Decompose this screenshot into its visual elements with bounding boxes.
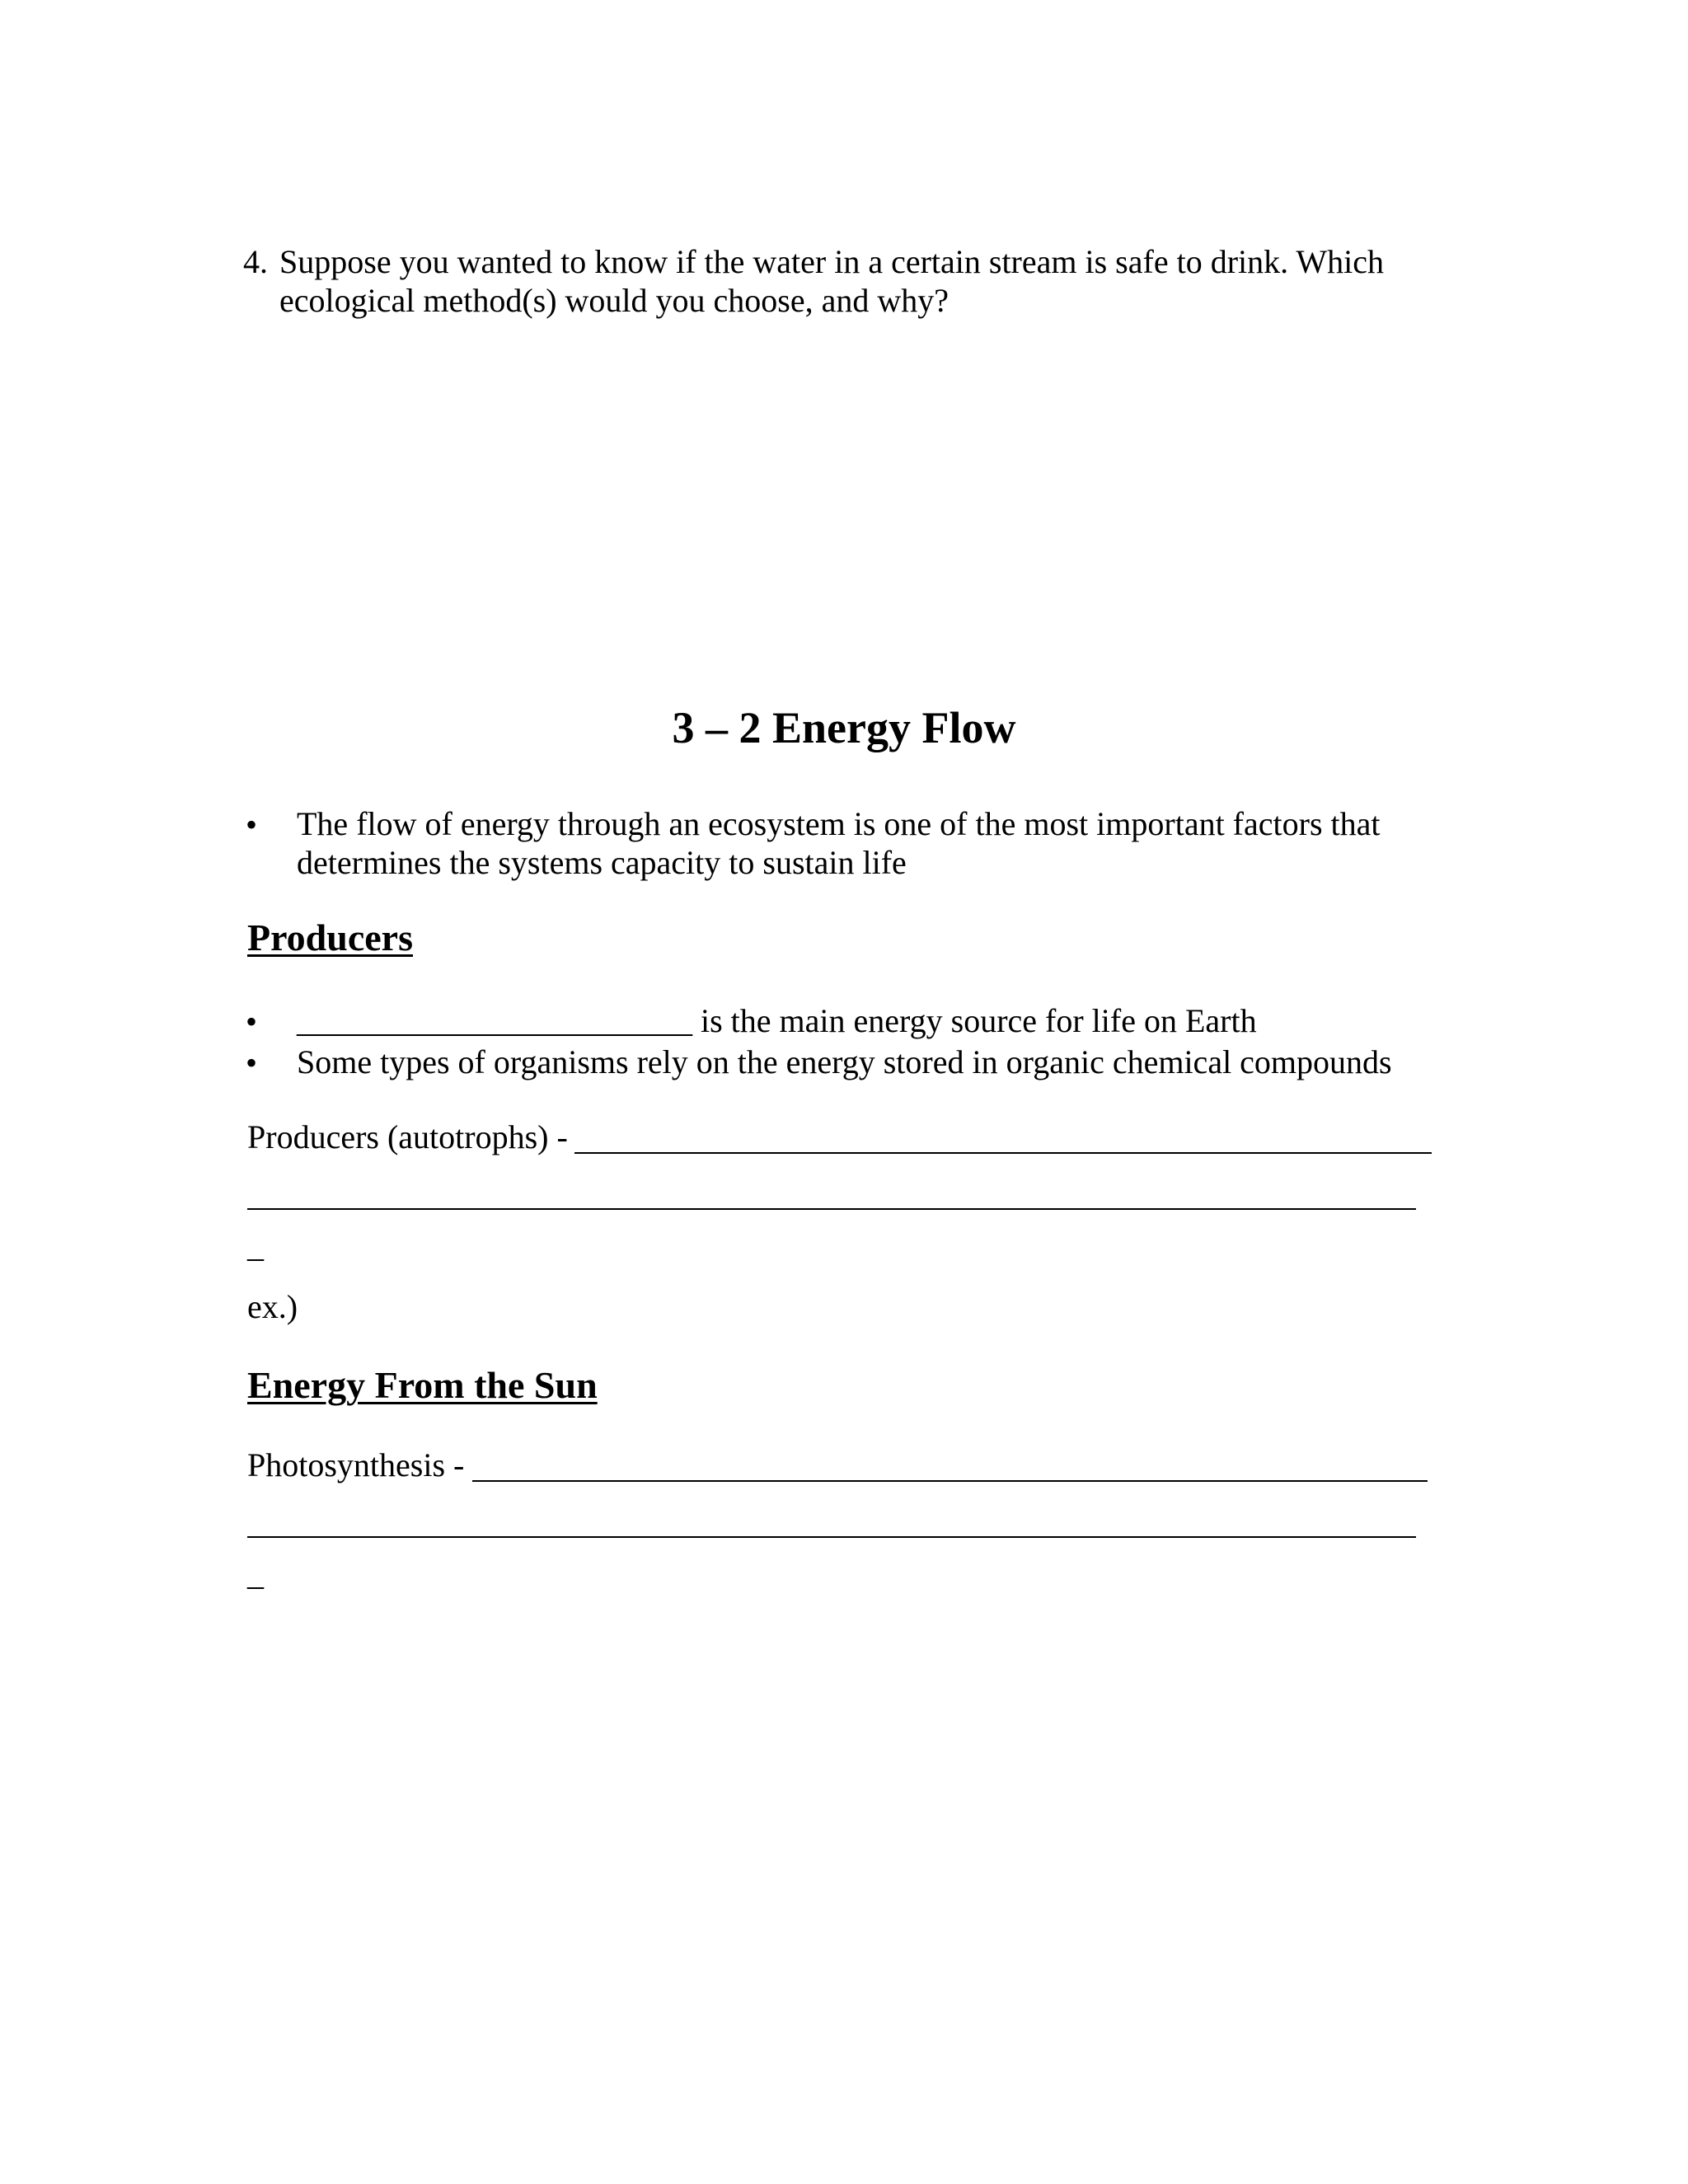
energy-sun-heading: Energy From the Sun (247, 1364, 598, 1406)
bullet-icon: • (246, 1044, 258, 1081)
intro-bullet-line1: The flow of energy through an ecosystem is one of the most important factors that (297, 805, 1381, 842)
producers-bullet1-text: is the main energy source for life on Earth (692, 1002, 1257, 1039)
photosynthesis-label: Photosynthesis - (247, 1446, 465, 1483)
trailing-dash: _ (247, 1555, 264, 1592)
producers-bullet1 (297, 1001, 1257, 1040)
trailing-dash: _ (247, 1227, 264, 1264)
bullet-icon: • (246, 806, 258, 843)
question-text-line2: ecological method(s) would you choose, and why? (279, 282, 950, 319)
producers-heading: Producers (247, 916, 414, 958)
answer-line[interactable] (247, 1536, 1416, 1538)
bullet-icon: • (246, 1003, 258, 1040)
answer-line[interactable] (574, 1152, 1432, 1154)
answer-line[interactable] (472, 1480, 1428, 1482)
answer-line[interactable] (247, 1208, 1416, 1210)
question-number: 4. (243, 243, 268, 280)
example-label: ex.) (247, 1288, 298, 1325)
fill-in-blank[interactable]: ________________________ (297, 1002, 692, 1039)
producers-definition-label: Producers (autotrophs) - (247, 1118, 568, 1155)
section-title: 3 – 2 Energy Flow (672, 703, 1016, 752)
question-text-line1: Suppose you wanted to know if the water in a certain stream is safe to drink. Which (279, 243, 1385, 280)
intro-bullet-line2: determines the systems capacity to sustain life (297, 844, 907, 881)
producers-bullet2: Some types of organisms rely on the energy stored in organic chemical compounds (297, 1043, 1392, 1080)
